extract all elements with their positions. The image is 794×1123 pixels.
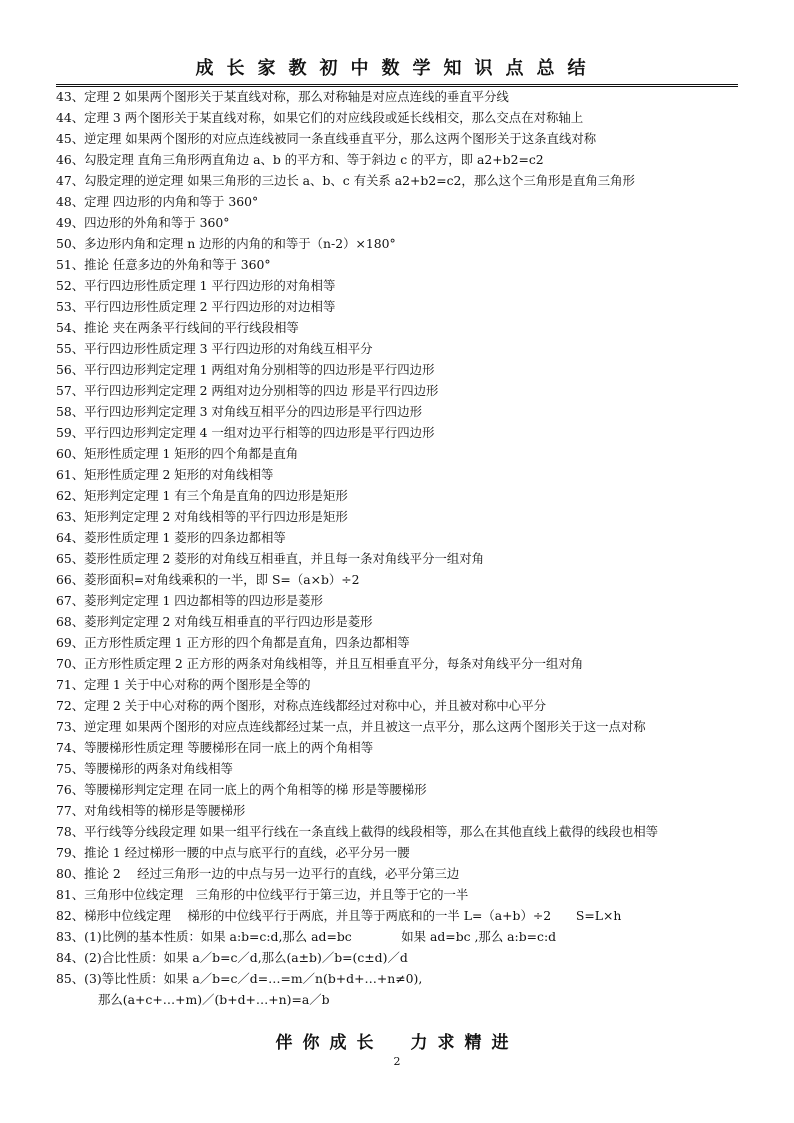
theorem-item: 47、勾股定理的逆定理 如果三角形的三边长 a、b、c 有关系 a2+b2=c2，那么这个三角形是直角三角形 [56,173,635,188]
theorem-item: 57、平行四边形判定定理 2 两组对边分别相等的四边 形是平行四边形 [56,383,439,398]
theorem-item: 60、矩形性质定理 1 矩形的四个角都是直角 [56,446,299,461]
theorem-item: 68、菱形判定定理 2 对角线互相垂直的平行四边形是菱形 [56,614,373,629]
theorem-item: 59、平行四边形判定定理 4 一组对边平行相等的四边形是平行四边形 [56,425,435,440]
theorem-item: 81、三角形中位线定理 三角形的中位线平行于第三边，并且等于它的一半 [56,887,469,902]
theorem-item: 79、推论 1 经过梯形一腰的中点与底平行的直线，必平分另一腰 [56,845,410,860]
theorem-item: 64、菱形性质定理 1 菱形的四条边都相等 [56,530,286,545]
theorem-item: 49、四边形的外角和等于 360° [56,215,230,230]
theorem-item: 51、推论 任意多边的外角和等于 360° [56,257,271,272]
theorem-item: 67、菱形判定定理 1 四边都相等的四边形是菱形 [56,593,323,608]
theorem-item: 53、平行四边形性质定理 2 平行四边形的对边相等 [56,299,336,314]
theorem-item: 43、定理 2 如果两个图形关于某直线对称，那么对称轴是对应点连线的垂直平分线 [56,89,509,104]
theorem-item: 80、推论 2 经过三角形一边的中点与另一边平行的直线，必平分第三边 [56,866,460,881]
theorem-item: 66、菱形面积=对角线乘积的一半，即 S=（a×b）÷2 [56,572,360,587]
theorem-item: 61、矩形性质定理 2 矩形的对角线相等 [56,467,274,482]
theorem-item: 85、(3)等比性质：如果 a／b=c／d=…=m／n(b+d+…+n≠0), [56,971,423,986]
theorem-item: 65、菱形性质定理 2 菱形的对角线互相垂直，并且每一条对角线平分一组对角 [56,551,485,566]
theorem-item: 82、梯形中位线定理 梯形的中位线平行于两底，并且等于两底和的一半 L=（a+b）÷2 S=L×h [56,908,622,923]
theorem-item: 71、定理 1 关于中心对称的两个图形是全等的 [56,677,311,692]
theorem-item: 55、平行四边形性质定理 3 平行四边形的对角线互相平分 [56,341,373,356]
theorem-item: 62、矩形判定定理 1 有三个角是直角的四边形是矩形 [56,488,348,503]
theorem-item: 84、(2)合比性质：如果 a／b=c／d,那么(a±b)／b=(c±d)／d [56,950,408,965]
page-header [56,56,738,87]
theorem-item: 73、逆定理 如果两个图形的对应点连线都经过某一点，并且被这一点平分，那么这两个图形关于这一点对称 [56,719,646,734]
theorem-item: 52、平行四边形性质定理 1 平行四边形的对角相等 [56,278,336,293]
header-title: 成长家教初中数学知识点总结 [195,58,599,79]
theorem-item: 44、定理 3 两个图形关于某直线对称，如果它们的对应线段或延长线相交，那么交点在对称轴上 [56,110,584,125]
footer-motto: 伴你成长 力求精进 [275,1033,519,1053]
theorem-item: 72、定理 2 关于中心对称的两个图形，对称点连线都经过对称中心，并且被对称中心平分 [56,698,546,713]
theorem-item: 63、矩形判定定理 2 对角线相等的平行四边形是矩形 [56,509,348,524]
theorem-item: 75、等腰梯形的两条对角线相等 [56,761,233,776]
theorem-item: 48、定理 四边形的内角和等于 360° [56,194,259,209]
theorem-item: 70、正方形性质定理 2 正方形的两条对角线相等，并且互相垂直平分，每条对角线平分一组对角 [56,656,584,671]
theorem-item: 74、等腰梯形性质定理 等腰梯形在同一底上的两个角相等 [56,740,374,755]
theorem-item: 45、逆定理 如果两个图形的对应点连线被同一条直线垂直平分，那么这两个图形关于这条直线对称 [56,131,597,146]
theorem-item: 77、对角线相等的梯形是等腰梯形 [56,803,246,818]
theorem-item: 83、(1)比例的基本性质：如果 a:b=c:d,那么 ad=bc 如果 ad=bc ,那么 a:b=c:d [56,929,557,944]
theorem-item: 54、推论 夹在两条平行线间的平行线段相等 [56,320,299,335]
theorem-list [56,86,746,1010]
theorem-item: 76、等腰梯形判定定理 在同一底上的两个角相等的梯 形是等腰梯形 [56,782,427,797]
theorem-item: 46、勾股定理 直角三角形两直角边 a、b 的平方和、等于斜边 c 的平方，即 a2+b2=c2 [56,152,544,167]
page-number: 2 [393,1055,401,1068]
theorem-item: 50、多边形内角和定理 n 边形的内角的和等于（n-2）×180° [56,236,396,251]
theorem-item: 69、正方形性质定理 1 正方形的四个角都是直角，四条边都相等 [56,635,410,650]
theorem-item: 56、平行四边形判定定理 1 两组对角分别相等的四边形是平行四边形 [56,362,435,377]
theorem-item: 那么(a+c+…+m)／(b+d+…+n)=a／b [98,992,330,1007]
theorem-item: 58、平行四边形判定定理 3 对角线互相平分的四边形是平行四边形 [56,404,423,419]
theorem-item: 78、平行线等分线段定理 如果一组平行线在一条直线上截得的线段相等，那么在其他直线上截得的线段也相等 [56,824,659,839]
